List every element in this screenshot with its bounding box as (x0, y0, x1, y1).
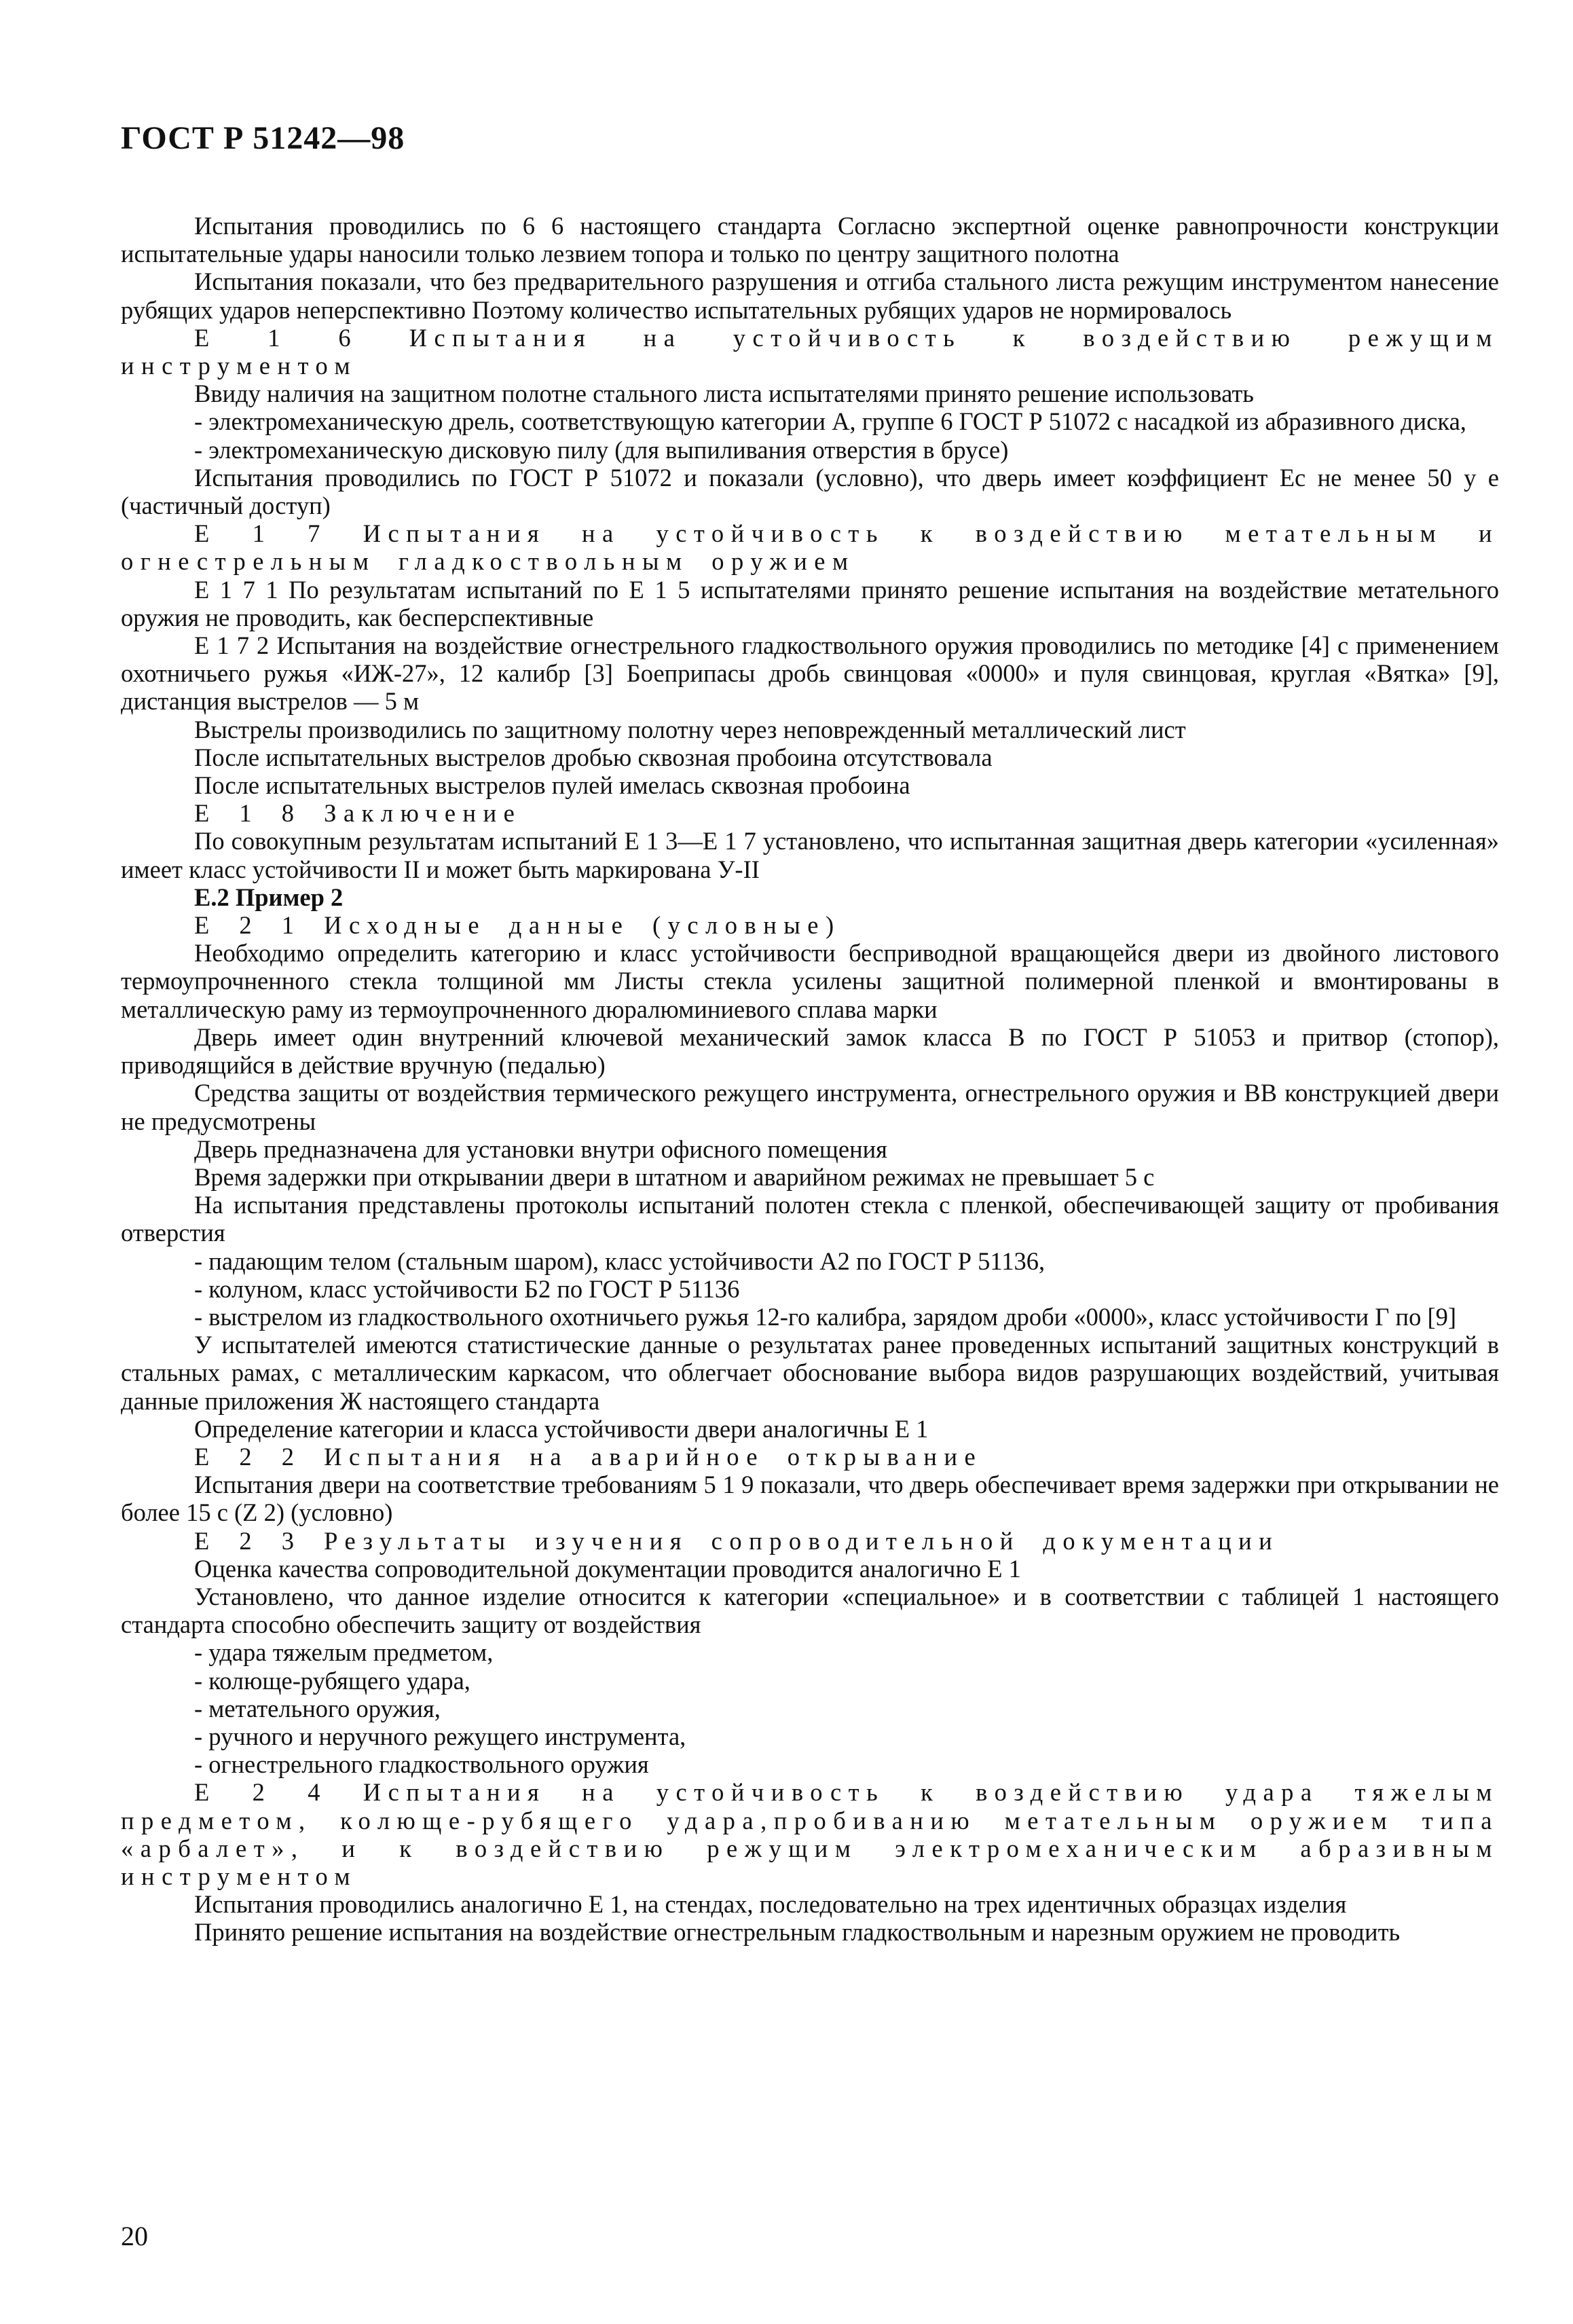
paragraph: Средства защиты от воздействия термического режущего инструмента, огнестрельного оружия и ВВ конструкцией двери не предусмотрены (121, 1079, 1499, 1135)
list-item: - электромеханическую дрель, соответствующую категории А, группе 6 ГОСТ Р 51072 с насадкой из абразивного диска, (194, 407, 1466, 436)
paragraph: Дверь предназначена для установки внутри офисного помещения (194, 1135, 887, 1163)
list-item: - выстрелом из гладкоствольного охотничьего ружья 12-го калибра, зарядом дроби «0000», класс устойчивости Г по [9] (194, 1302, 1457, 1331)
document-body (121, 212, 1499, 1947)
paragraph: Е 1 7 2 Испытания на воздействие огнестрельного гладкоствольного оружия проводились по методике [4] с применением охотничьего ружья «ИЖ-27», 12 калибр [3] Боеприпасы дробь свинцовая «0000» и пуля свинцовая, круглая «Вятка» [9], дистанция выстрелов — 5 м (121, 631, 1499, 716)
paragraph: Испытания проводились по ГОСТ Р 51072 и показали (условно), что дверь имеет коэффициент Eс не менее 50 у е (частичный доступ) (121, 463, 1499, 520)
paragraph: После испытательных выстрелов дробью сквозная пробоина отсутствовала (194, 743, 993, 771)
paragraph: После испытательных выстрелов пулей имелась сквозная пробоина (194, 771, 910, 800)
section-heading: Е 2 1 Исходные данные (условные) (194, 911, 841, 940)
list-item: - удара тяжелым предметом, (194, 1638, 494, 1667)
paragraph: По совокупным результатам испытаний Е 1 3—Е 1 7 установлено, что испытанная защитная дверь категории «усиленная» имеет класс устойчивости II и может быть маркирована У-II (121, 827, 1499, 883)
paragraph: Время задержки при открывании двери в штатном и аварийном режимах не превышает 5 с (194, 1162, 1155, 1191)
paragraph: На испытания представлены протоколы испытаний полотен стекла с пленкой, обеспечивающей защиту от пробивания отверстия (121, 1191, 1499, 1247)
paragraph: Испытания проводились по 6 6 настоящего стандарта Согласно экспертной оценке равнопрочности конструкции испытательные удары наносили только лезвием топора и только по центру защитного полотна (121, 212, 1499, 268)
paragraph: Е 1 7 1 По результатам испытаний по Е 1 5 испытателями принято решение испытания на воздействие метательного оружия не проводить, как бесперспективные (121, 575, 1499, 631)
section-heading: Е 1 6 Испытания на устойчивость к воздействию режущим инструментом (121, 323, 1499, 380)
list-item: - электромеханическую дисковую пилу (для выпиливания отверстия в брусе) (194, 435, 1009, 464)
paragraph: Дверь имеет один внутренний ключевой механический замок класса В по ГОСТ Р 51053 и притвор (стопор), приводящийся в действие вручную (педалью) (121, 1022, 1499, 1080)
paragraph: Испытания показали, что без предварительного разрушения и отгиба стального листа режущим инструментом нанесение рубящих ударов неперспективно Поэтому количество испытательных рубящих ударов не нормировалось (121, 268, 1499, 324)
section-heading: Е 2 4 Испытания на устойчивость к воздействию удара тяжелым предметом, колюще-рубящего удара,пробиванию метательным оружием типа «арбалет», и к воздействию режущим электромеханическим абразивным инструментом (121, 1778, 1499, 1890)
paragraph: Выстрелы производились по защитному полотну через неповрежденный металлический лист (194, 715, 1186, 743)
section-heading: Е 1 8 Заключение (194, 799, 522, 828)
section-heading: Е 2 2 Испытания на аварийное открывание (194, 1442, 983, 1471)
paragraph: Принято решение испытания на воздействие огнестрельным гладкоствольным и нарезным оружием не проводить (194, 1918, 1401, 1947)
paragraph: Ввиду наличия на защитном полотне стального листа испытателями принято решение использовать (194, 380, 1254, 408)
document-header: ГОСТ Р 51242—98 (121, 120, 405, 156)
paragraph: Оценка качества сопроводительной документации проводится аналогично Е 1 (194, 1554, 1021, 1583)
paragraph: Определение категории и класса устойчивости двери аналогичны Е 1 (194, 1414, 929, 1443)
list-item: - огнестрельного гладкоствольного оружия (194, 1750, 649, 1779)
page-number: 20 (121, 2221, 148, 2251)
list-item: - падающим телом (стальным шаром), класс устойчивости А2 по ГОСТ Р 51136, (194, 1247, 1045, 1275)
paragraph: Необходимо определить категорию и класс устойчивости бесприводной вращающейся двери из двойного листового термоупрочненного стекла толщиной мм Листы стекла усилены защитной полимерной пленкой и вмонтированы в металлическую раму из термоупрочненного дюралюминиевого сплава марки (121, 939, 1499, 1023)
section-heading: Е 2 3 Результаты изучения сопроводительной документации (194, 1526, 1280, 1555)
list-item: - метательного оружия, (194, 1694, 441, 1722)
paragraph: Установлено, что данное изделие относится к категории «специальное» и в соответствии с таблицей 1 настоящего стандарта способно обеспечить защиту от воздействия (121, 1582, 1499, 1639)
example-heading: Е.2 Пример 2 (194, 883, 344, 911)
paragraph: Испытания двери на соответствие требованиям 5 1 9 показали, что дверь обеспечивает время задержки при открывании не более 15 с (Z 2) (условно) (121, 1471, 1499, 1527)
list-item: - ручного и неручного режущего инструмента, (194, 1722, 686, 1750)
paragraph: Испытания проводились аналогично Е 1, на стендах, последовательно на трех идентичных образцах изделия (194, 1890, 1347, 1919)
paragraph: У испытателей имеются статистические данные о результатах ранее проведенных испытаний защитных конструкций в стальных рамах, с металлическим каркасом, что облегчает обоснование выбора видов разрушающих воздействий, учитывая данные приложения Ж настоящего стандарта (121, 1331, 1499, 1415)
list-item: - колюще-рубящего удара, (194, 1666, 470, 1695)
section-heading: Е 1 7 Испытания на устойчивость к воздействию метательным и огнестрельным гладкоствольным оружием (121, 519, 1499, 576)
list-item: - колуном, класс устойчивости Б2 по ГОСТ Р 51136 (194, 1274, 740, 1303)
